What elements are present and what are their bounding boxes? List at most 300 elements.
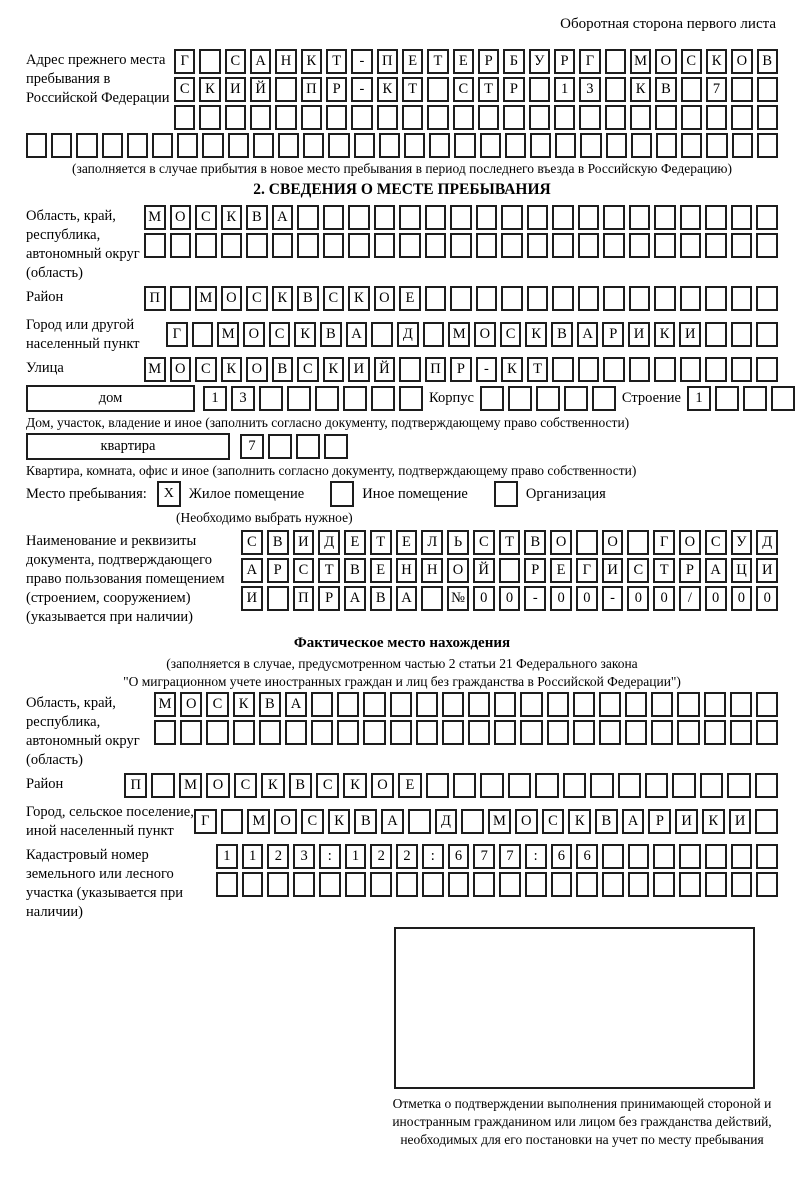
char-cell[interactable] bbox=[351, 105, 372, 130]
char-cell[interactable]: 6 bbox=[448, 844, 470, 869]
char-cell[interactable]: А bbox=[396, 586, 418, 611]
char-cell[interactable]: С bbox=[234, 773, 257, 798]
char-cell[interactable] bbox=[527, 286, 549, 311]
char-cell[interactable] bbox=[731, 205, 753, 230]
char-cell[interactable]: К bbox=[294, 322, 316, 347]
char-cell[interactable]: 1 bbox=[242, 844, 264, 869]
char-cell[interactable]: Р bbox=[554, 49, 575, 74]
char-cell[interactable] bbox=[547, 692, 569, 717]
char-cell[interactable]: Н bbox=[421, 558, 443, 583]
char-cell[interactable] bbox=[592, 386, 616, 411]
char-cell[interactable]: Г bbox=[579, 49, 600, 74]
char-cell[interactable]: Е bbox=[399, 286, 421, 311]
char-cell[interactable] bbox=[250, 105, 271, 130]
char-cell[interactable] bbox=[651, 692, 673, 717]
char-cell[interactable]: Р bbox=[318, 586, 340, 611]
char-cell[interactable] bbox=[551, 872, 573, 897]
char-cell[interactable] bbox=[503, 105, 524, 130]
char-cell[interactable] bbox=[654, 357, 676, 382]
char-cell[interactable] bbox=[677, 720, 699, 745]
char-cell[interactable] bbox=[603, 286, 625, 311]
char-cell[interactable]: : bbox=[319, 844, 341, 869]
char-cell[interactable]: С bbox=[174, 77, 195, 102]
char-cell[interactable]: С bbox=[195, 205, 217, 230]
char-cell[interactable] bbox=[416, 692, 438, 717]
char-cell[interactable] bbox=[771, 386, 795, 411]
char-cell[interactable] bbox=[396, 872, 418, 897]
char-cell[interactable] bbox=[552, 286, 574, 311]
char-cell[interactable]: П bbox=[301, 77, 322, 102]
char-cell[interactable] bbox=[727, 773, 750, 798]
char-cell[interactable]: 7 bbox=[240, 434, 264, 459]
char-cell[interactable]: - bbox=[351, 77, 372, 102]
char-cell[interactable] bbox=[425, 286, 447, 311]
char-cell[interactable] bbox=[427, 77, 448, 102]
char-cell[interactable] bbox=[573, 692, 595, 717]
char-cell[interactable]: Т bbox=[326, 49, 347, 74]
char-cell[interactable]: Т bbox=[318, 558, 340, 583]
char-cell[interactable] bbox=[371, 322, 393, 347]
char-cell[interactable]: А bbox=[272, 205, 294, 230]
char-cell[interactable] bbox=[731, 105, 752, 130]
char-cell[interactable]: И bbox=[293, 530, 315, 555]
char-cell[interactable] bbox=[743, 386, 767, 411]
char-cell[interactable] bbox=[680, 357, 702, 382]
char-cell[interactable]: И bbox=[679, 322, 701, 347]
char-cell[interactable]: К bbox=[323, 357, 345, 382]
char-cell[interactable] bbox=[578, 233, 600, 258]
char-cell[interactable] bbox=[705, 844, 727, 869]
char-cell[interactable]: И bbox=[602, 558, 624, 583]
char-cell[interactable] bbox=[461, 809, 484, 834]
char-cell[interactable] bbox=[399, 233, 421, 258]
char-cell[interactable] bbox=[390, 720, 412, 745]
char-cell[interactable] bbox=[629, 205, 651, 230]
char-cell[interactable] bbox=[654, 286, 676, 311]
char-cell[interactable]: 0 bbox=[499, 586, 521, 611]
char-cell[interactable] bbox=[337, 692, 359, 717]
char-cell[interactable]: О bbox=[180, 692, 202, 717]
char-cell[interactable] bbox=[425, 205, 447, 230]
char-cell[interactable]: Т bbox=[653, 558, 675, 583]
char-cell[interactable] bbox=[259, 386, 283, 411]
char-cell[interactable] bbox=[618, 773, 641, 798]
char-cell[interactable]: Р bbox=[524, 558, 546, 583]
char-cell[interactable]: 1 bbox=[203, 386, 227, 411]
char-cell[interactable] bbox=[573, 720, 595, 745]
char-cell[interactable] bbox=[755, 809, 778, 834]
char-cell[interactable] bbox=[730, 720, 752, 745]
char-cell[interactable] bbox=[453, 773, 476, 798]
char-cell[interactable] bbox=[535, 773, 558, 798]
char-cell[interactable] bbox=[564, 386, 588, 411]
char-cell[interactable]: К bbox=[525, 322, 547, 347]
char-cell[interactable] bbox=[706, 133, 727, 158]
char-cell[interactable]: Р bbox=[326, 77, 347, 102]
char-cell[interactable] bbox=[267, 872, 289, 897]
char-cell[interactable] bbox=[704, 692, 726, 717]
char-cell[interactable]: Д bbox=[397, 322, 419, 347]
char-cell[interactable]: А bbox=[285, 692, 307, 717]
char-cell[interactable]: 6 bbox=[551, 844, 573, 869]
char-cell[interactable]: И bbox=[348, 357, 370, 382]
char-cell[interactable]: К bbox=[233, 692, 255, 717]
char-cell[interactable] bbox=[705, 233, 727, 258]
char-cell[interactable]: О bbox=[515, 809, 538, 834]
char-cell[interactable] bbox=[102, 133, 123, 158]
char-cell[interactable] bbox=[563, 773, 586, 798]
char-cell[interactable]: К bbox=[199, 77, 220, 102]
char-cell[interactable]: О bbox=[243, 322, 265, 347]
char-cell[interactable] bbox=[324, 434, 348, 459]
char-cell[interactable] bbox=[127, 133, 148, 158]
char-cell[interactable] bbox=[476, 205, 498, 230]
char-cell[interactable]: 0 bbox=[705, 586, 727, 611]
char-cell[interactable] bbox=[731, 872, 753, 897]
char-cell[interactable] bbox=[233, 720, 255, 745]
char-cell[interactable] bbox=[757, 133, 778, 158]
char-cell[interactable]: : bbox=[525, 844, 547, 869]
char-cell[interactable]: 0 bbox=[627, 586, 649, 611]
char-cell[interactable] bbox=[508, 386, 532, 411]
char-cell[interactable]: К bbox=[348, 286, 370, 311]
char-cell[interactable]: Р bbox=[478, 49, 499, 74]
char-cell[interactable] bbox=[26, 133, 47, 158]
char-cell[interactable]: Н bbox=[275, 49, 296, 74]
char-cell[interactable]: Е bbox=[370, 558, 392, 583]
char-cell[interactable] bbox=[206, 720, 228, 745]
char-cell[interactable] bbox=[681, 105, 702, 130]
char-cell[interactable] bbox=[319, 872, 341, 897]
char-cell[interactable]: С bbox=[301, 809, 324, 834]
char-cell[interactable]: О bbox=[447, 558, 469, 583]
char-cell[interactable] bbox=[756, 357, 778, 382]
char-cell[interactable] bbox=[404, 133, 425, 158]
char-cell[interactable] bbox=[731, 77, 752, 102]
char-cell[interactable]: В bbox=[551, 322, 573, 347]
char-cell[interactable] bbox=[195, 233, 217, 258]
char-cell[interactable] bbox=[547, 720, 569, 745]
char-cell[interactable] bbox=[268, 434, 292, 459]
char-cell[interactable]: Р bbox=[267, 558, 289, 583]
char-cell[interactable] bbox=[374, 233, 396, 258]
char-cell[interactable]: Т bbox=[499, 530, 521, 555]
char-cell[interactable]: 0 bbox=[756, 586, 778, 611]
char-cell[interactable] bbox=[450, 233, 472, 258]
char-cell[interactable] bbox=[421, 586, 443, 611]
char-cell[interactable]: И bbox=[729, 809, 752, 834]
char-cell[interactable] bbox=[275, 105, 296, 130]
char-cell[interactable] bbox=[679, 872, 701, 897]
char-cell[interactable]: А bbox=[577, 322, 599, 347]
char-cell[interactable] bbox=[296, 434, 320, 459]
char-cell[interactable] bbox=[672, 773, 695, 798]
char-cell[interactable] bbox=[731, 357, 753, 382]
char-cell[interactable]: М bbox=[448, 322, 470, 347]
char-cell[interactable] bbox=[408, 809, 431, 834]
char-cell[interactable]: П bbox=[425, 357, 447, 382]
char-cell[interactable] bbox=[628, 844, 650, 869]
char-cell[interactable] bbox=[576, 530, 598, 555]
char-cell[interactable] bbox=[552, 205, 574, 230]
char-cell[interactable] bbox=[505, 133, 526, 158]
char-cell[interactable] bbox=[605, 105, 626, 130]
char-cell[interactable]: А bbox=[622, 809, 645, 834]
char-cell[interactable] bbox=[731, 844, 753, 869]
char-cell[interactable]: В bbox=[344, 558, 366, 583]
char-cell[interactable]: А bbox=[705, 558, 727, 583]
char-cell[interactable]: 2 bbox=[370, 844, 392, 869]
char-cell[interactable]: С bbox=[269, 322, 291, 347]
char-cell[interactable] bbox=[242, 872, 264, 897]
char-cell[interactable] bbox=[425, 233, 447, 258]
char-cell[interactable] bbox=[363, 692, 385, 717]
char-cell[interactable]: К bbox=[702, 809, 725, 834]
char-cell[interactable]: Ь bbox=[447, 530, 469, 555]
char-cell[interactable]: Р bbox=[503, 77, 524, 102]
char-cell[interactable] bbox=[259, 720, 281, 745]
char-cell[interactable]: 7 bbox=[706, 77, 727, 102]
char-cell[interactable]: 1 bbox=[216, 844, 238, 869]
checkbox-organizacia[interactable] bbox=[494, 481, 518, 507]
char-cell[interactable] bbox=[278, 133, 299, 158]
char-cell[interactable]: Р bbox=[450, 357, 472, 382]
char-cell[interactable] bbox=[450, 205, 472, 230]
char-cell[interactable]: П bbox=[144, 286, 166, 311]
char-cell[interactable] bbox=[170, 233, 192, 258]
char-cell[interactable] bbox=[468, 692, 490, 717]
char-cell[interactable] bbox=[151, 773, 174, 798]
char-cell[interactable] bbox=[377, 105, 398, 130]
char-cell[interactable] bbox=[645, 773, 668, 798]
char-cell[interactable] bbox=[348, 233, 370, 258]
char-cell[interactable] bbox=[756, 233, 778, 258]
char-cell[interactable] bbox=[442, 720, 464, 745]
char-cell[interactable] bbox=[228, 133, 249, 158]
char-cell[interactable] bbox=[599, 720, 621, 745]
char-cell[interactable]: - bbox=[602, 586, 624, 611]
char-cell[interactable] bbox=[416, 720, 438, 745]
char-cell[interactable] bbox=[731, 233, 753, 258]
char-cell[interactable]: 1 bbox=[345, 844, 367, 869]
char-cell[interactable]: - bbox=[524, 586, 546, 611]
char-cell[interactable]: Й bbox=[473, 558, 495, 583]
char-cell[interactable] bbox=[552, 233, 574, 258]
char-cell[interactable] bbox=[287, 386, 311, 411]
char-cell[interactable]: Т bbox=[478, 77, 499, 102]
char-cell[interactable] bbox=[578, 357, 600, 382]
char-cell[interactable] bbox=[606, 133, 627, 158]
char-cell[interactable] bbox=[221, 233, 243, 258]
char-cell[interactable]: № bbox=[447, 586, 469, 611]
char-cell[interactable] bbox=[527, 233, 549, 258]
char-cell[interactable]: 1 bbox=[687, 386, 711, 411]
char-cell[interactable] bbox=[576, 872, 598, 897]
checkbox-zhiloe[interactable]: X bbox=[157, 481, 181, 507]
char-cell[interactable]: 1 bbox=[554, 77, 575, 102]
char-cell[interactable]: П bbox=[377, 49, 398, 74]
char-cell[interactable]: В bbox=[354, 809, 377, 834]
char-cell[interactable]: К bbox=[261, 773, 284, 798]
char-cell[interactable] bbox=[705, 205, 727, 230]
char-cell[interactable]: С bbox=[542, 809, 565, 834]
char-cell[interactable]: С bbox=[316, 773, 339, 798]
char-cell[interactable]: С bbox=[297, 357, 319, 382]
char-cell[interactable] bbox=[654, 233, 676, 258]
char-cell[interactable] bbox=[427, 105, 448, 130]
char-cell[interactable] bbox=[422, 872, 444, 897]
char-cell[interactable]: Д bbox=[318, 530, 340, 555]
char-cell[interactable]: С bbox=[473, 530, 495, 555]
char-cell[interactable] bbox=[478, 105, 499, 130]
char-cell[interactable] bbox=[756, 286, 778, 311]
char-cell[interactable] bbox=[180, 720, 202, 745]
char-cell[interactable]: К bbox=[501, 357, 523, 382]
char-cell[interactable]: П bbox=[124, 773, 147, 798]
char-cell[interactable] bbox=[602, 872, 624, 897]
char-cell[interactable] bbox=[267, 586, 289, 611]
char-cell[interactable]: О bbox=[374, 286, 396, 311]
char-cell[interactable]: О bbox=[655, 49, 676, 74]
char-cell[interactable] bbox=[442, 692, 464, 717]
char-cell[interactable] bbox=[627, 530, 649, 555]
char-cell[interactable] bbox=[731, 322, 753, 347]
char-cell[interactable]: В bbox=[272, 357, 294, 382]
char-cell[interactable] bbox=[603, 357, 625, 382]
char-cell[interactable]: 7 bbox=[499, 844, 521, 869]
char-cell[interactable]: О bbox=[602, 530, 624, 555]
char-cell[interactable] bbox=[494, 720, 516, 745]
char-cell[interactable]: П bbox=[293, 586, 315, 611]
char-cell[interactable] bbox=[756, 205, 778, 230]
char-cell[interactable]: Г bbox=[194, 809, 217, 834]
char-cell[interactable]: Е bbox=[550, 558, 572, 583]
char-cell[interactable] bbox=[337, 720, 359, 745]
char-cell[interactable] bbox=[590, 773, 613, 798]
char-cell[interactable] bbox=[520, 692, 542, 717]
char-cell[interactable]: Г bbox=[174, 49, 195, 74]
char-cell[interactable] bbox=[625, 692, 647, 717]
char-cell[interactable]: Л bbox=[421, 530, 443, 555]
char-cell[interactable] bbox=[579, 105, 600, 130]
char-cell[interactable]: О bbox=[474, 322, 496, 347]
char-cell[interactable] bbox=[629, 233, 651, 258]
char-cell[interactable]: А bbox=[344, 586, 366, 611]
char-cell[interactable] bbox=[311, 720, 333, 745]
char-cell[interactable]: О bbox=[679, 530, 701, 555]
char-cell[interactable] bbox=[653, 844, 675, 869]
char-cell[interactable] bbox=[529, 105, 550, 130]
char-cell[interactable] bbox=[480, 386, 504, 411]
char-cell[interactable] bbox=[426, 773, 449, 798]
char-cell[interactable]: К bbox=[654, 322, 676, 347]
char-cell[interactable]: Г bbox=[653, 530, 675, 555]
char-cell[interactable] bbox=[555, 133, 576, 158]
char-cell[interactable] bbox=[536, 386, 560, 411]
checkbox-inoe[interactable] bbox=[330, 481, 354, 507]
char-cell[interactable]: А bbox=[241, 558, 263, 583]
char-cell[interactable] bbox=[629, 357, 651, 382]
char-cell[interactable] bbox=[499, 558, 521, 583]
char-cell[interactable] bbox=[423, 322, 445, 347]
char-cell[interactable]: О bbox=[371, 773, 394, 798]
char-cell[interactable]: С bbox=[246, 286, 268, 311]
char-cell[interactable]: Т bbox=[370, 530, 392, 555]
char-cell[interactable]: Н bbox=[396, 558, 418, 583]
char-cell[interactable]: Ц bbox=[731, 558, 753, 583]
char-cell[interactable] bbox=[199, 105, 220, 130]
char-cell[interactable] bbox=[732, 133, 753, 158]
char-cell[interactable]: И bbox=[756, 558, 778, 583]
char-cell[interactable] bbox=[501, 286, 523, 311]
char-cell[interactable] bbox=[246, 233, 268, 258]
char-cell[interactable] bbox=[681, 77, 702, 102]
char-cell[interactable]: В bbox=[595, 809, 618, 834]
char-cell[interactable] bbox=[630, 105, 651, 130]
char-cell[interactable] bbox=[429, 133, 450, 158]
char-cell[interactable] bbox=[399, 386, 423, 411]
char-cell[interactable]: Р bbox=[648, 809, 671, 834]
char-cell[interactable]: Р bbox=[679, 558, 701, 583]
char-cell[interactable]: Т bbox=[527, 357, 549, 382]
char-cell[interactable] bbox=[343, 386, 367, 411]
char-cell[interactable] bbox=[705, 872, 727, 897]
char-cell[interactable]: М bbox=[179, 773, 202, 798]
char-cell[interactable]: И bbox=[225, 77, 246, 102]
char-cell[interactable]: С bbox=[293, 558, 315, 583]
char-cell[interactable] bbox=[450, 286, 472, 311]
char-cell[interactable] bbox=[704, 720, 726, 745]
char-cell[interactable] bbox=[174, 105, 195, 130]
char-cell[interactable]: В bbox=[246, 205, 268, 230]
char-cell[interactable] bbox=[293, 872, 315, 897]
char-cell[interactable]: С bbox=[206, 692, 228, 717]
char-cell[interactable] bbox=[705, 357, 727, 382]
char-cell[interactable] bbox=[379, 133, 400, 158]
char-cell[interactable] bbox=[602, 844, 624, 869]
char-cell[interactable] bbox=[653, 872, 675, 897]
char-cell[interactable] bbox=[225, 105, 246, 130]
char-cell[interactable]: Д bbox=[756, 530, 778, 555]
char-cell[interactable]: Г bbox=[576, 558, 598, 583]
char-cell[interactable]: Т bbox=[402, 77, 423, 102]
char-cell[interactable]: К bbox=[221, 205, 243, 230]
char-cell[interactable] bbox=[374, 205, 396, 230]
char-cell[interactable]: В bbox=[297, 286, 319, 311]
char-cell[interactable] bbox=[390, 692, 412, 717]
char-cell[interactable]: С bbox=[681, 49, 702, 74]
char-cell[interactable]: К bbox=[377, 77, 398, 102]
char-cell[interactable] bbox=[323, 233, 345, 258]
char-cell[interactable]: С bbox=[195, 357, 217, 382]
char-cell[interactable]: Б bbox=[503, 49, 524, 74]
char-cell[interactable] bbox=[578, 205, 600, 230]
char-cell[interactable] bbox=[315, 386, 339, 411]
char-cell[interactable] bbox=[631, 133, 652, 158]
char-cell[interactable]: К bbox=[328, 809, 351, 834]
char-cell[interactable] bbox=[706, 105, 727, 130]
char-cell[interactable] bbox=[177, 133, 198, 158]
char-cell[interactable] bbox=[677, 692, 699, 717]
char-cell[interactable] bbox=[202, 133, 223, 158]
char-cell[interactable]: Р bbox=[602, 322, 624, 347]
char-cell[interactable] bbox=[152, 133, 173, 158]
char-cell[interactable]: 2 bbox=[396, 844, 418, 869]
char-cell[interactable]: 2 bbox=[267, 844, 289, 869]
char-cell[interactable]: 0 bbox=[576, 586, 598, 611]
char-cell[interactable] bbox=[199, 49, 220, 74]
char-cell[interactable]: В bbox=[370, 586, 392, 611]
